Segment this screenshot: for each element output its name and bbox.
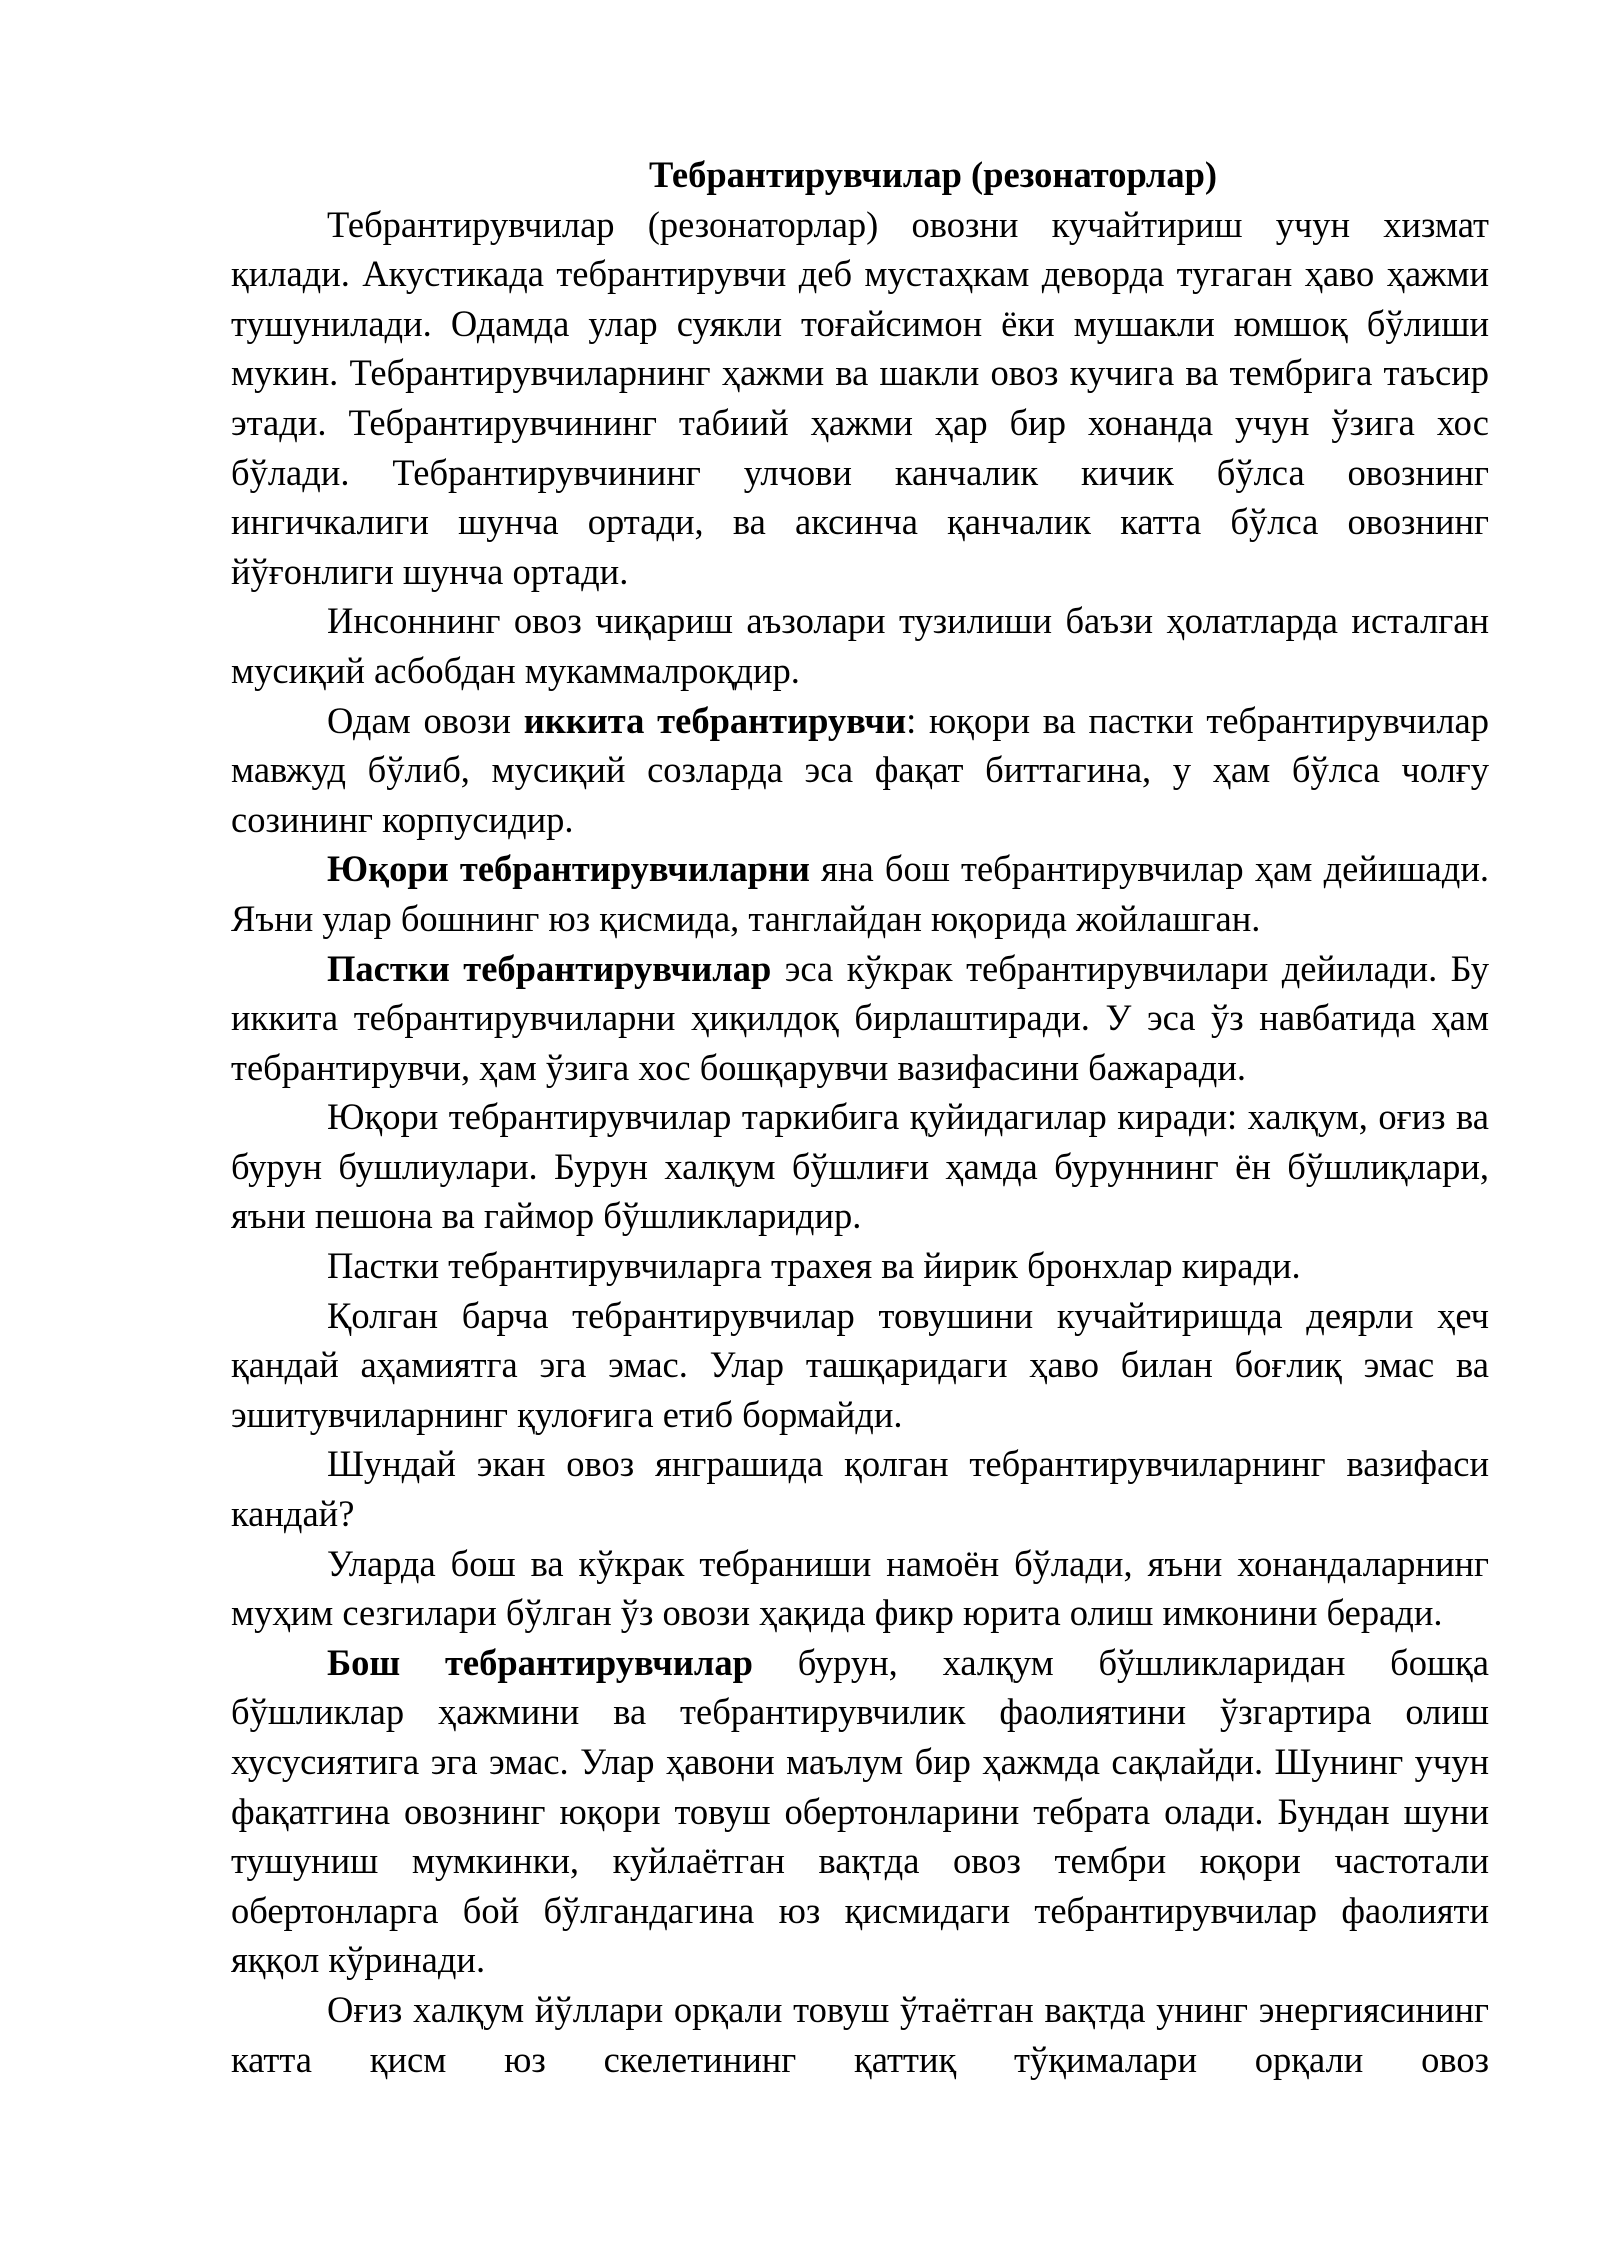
text-run: бурун, халқум бўшликларидан бошқа бўшликлар ҳажмини ва тебрантирувчилик фаолиятини ўзгартира олиш хусусиятига эга эмас. Улар ҳавони маълум бир ҳажмда сақлайди. Шунинг учун фақатгина овознинг юқори товуш обертонларини тебрата олади. Бундан шуни тушуниш мумкинки, куйлаётган вақтда овоз тембри юқори частотали обертонларга бой бўлгандагина юз қисмидаги тебрантирувчилар фаолияти яққол кўринади. — [231, 1641, 1489, 1981]
bold-term: Пастки тебрантирувчилар — [327, 947, 772, 989]
document-body — [231, 200, 1489, 2085]
text-run: эса кўкрак тебрантирувчилари дейилади. Бу иккита тебрантирувчиларни ҳиқилдоқ бирлаштиради. У эса ўз навбатида ҳам тебрантирувчи, ҳам ўзига хос бошқарувчи вазифасини бажаради. — [231, 947, 1489, 1088]
document-title: Тебрантирувчилар (резонаторлар) — [648, 154, 1218, 195]
paragraph — [231, 696, 1489, 845]
bold-term: иккита тебрантирувчи — [523, 699, 907, 741]
paragraph — [231, 1439, 1489, 1538]
paragraph — [231, 1638, 1489, 1985]
paragraph — [231, 944, 1489, 1093]
paragraph — [231, 596, 1489, 695]
bold-term: Бош тебрантирувчилар — [327, 1641, 753, 1683]
paragraph — [231, 1985, 1489, 2084]
text-run: Тебрантирувчилар (резонаторлар) овозни кучайтириш учун хизмат қилади. Акустикада тебрантирувчи деб мустаҳкам деворда тугаган ҳаво ҳажми тушунилади. Одамда улар суякли тоғайсимон ёки мушакли юмшоқ бўлиши мукин. Тебрантирувчиларнинг ҳажми ва шакли овоз кучига ва тембрига таъсир этади. Тебрантирувчининг табиий ҳажми ҳар бир хонанда учун ўзига хос бўлади. Тебрантирувчининг улчови канчалик кичик бўлса овознинг ингичкалиги шунча ортади, ва аксинча қанчалик катта бўлса овознинг йўғонлиги шунча ортади. — [231, 203, 1489, 592]
text-run: Инсоннинг овоз чиқариш аъзолари тузилиши баъзи ҳолатларда исталган мусиқий асбобдан мукаммалроқдир. — [231, 600, 1489, 691]
paragraph — [231, 200, 1489, 597]
bold-term: Юқори тебрантирувчиларни — [327, 848, 810, 890]
text-run: Пастки тебрантирувчиларга трахея ва йирик бронхлар киради. — [327, 1245, 1301, 1287]
paragraph — [231, 1241, 1489, 1291]
text-run: Одам овози — [327, 699, 524, 741]
text-run: Уларда бош ва кўкрак тебраниши намоён бўлади, яъни хонандаларнинг муҳим сезгилари бўлган ўз овози ҳақида фикр юрита олиш имконини беради. — [231, 1542, 1489, 1634]
text-run: Шундай экан овоз янграшида қолган тебрантирувчиларнинг вазифаси кандай? — [231, 1443, 1489, 1535]
text-run: : юқори ва пастки тебрантирувчилар мавжуд бўлиб, мусиқий созларда эса фақат биттагина, у ҳам бўлса чолғу созининг корпусидир. — [231, 699, 1489, 840]
paragraph — [231, 1539, 1489, 1638]
document-page — [231, 150, 1489, 2084]
paragraph — [231, 1291, 1489, 1440]
text-run: Қолган барча тебрантирувчилар товушини кучайтиришда деярли ҳеч қандай аҳамиятга эга эмас. Улар ташқаридаги ҳаво билан боғлиқ эмас ва эшитувчиларнинг қулоғига етиб бормайди. — [231, 1294, 1489, 1435]
text-run: Оғиз халқум йўллари орқали товуш ўтаётган вақтда унинг энергиясининг катта қисм юз скелетининг қаттиқ тўқималари орқали овоз — [231, 1988, 1489, 2080]
text-run: яна бош тебрантирувчилар ҳам дейишади. Яъни улар бошнинг юз қисмида, танглайдан юқорида жойлашган. — [231, 848, 1489, 939]
text-run: Юқори тебрантирувчилар таркибига қуйидагилар киради: халқум, оғиз ва бурун бушлиулари. Бурун халқум бўшлиғи ҳамда буруннинг ён бўшлиқлари, яъни пешона ва гаймор бўшликларидир. — [231, 1096, 1489, 1237]
paragraph — [231, 1092, 1489, 1241]
paragraph — [231, 844, 1489, 943]
